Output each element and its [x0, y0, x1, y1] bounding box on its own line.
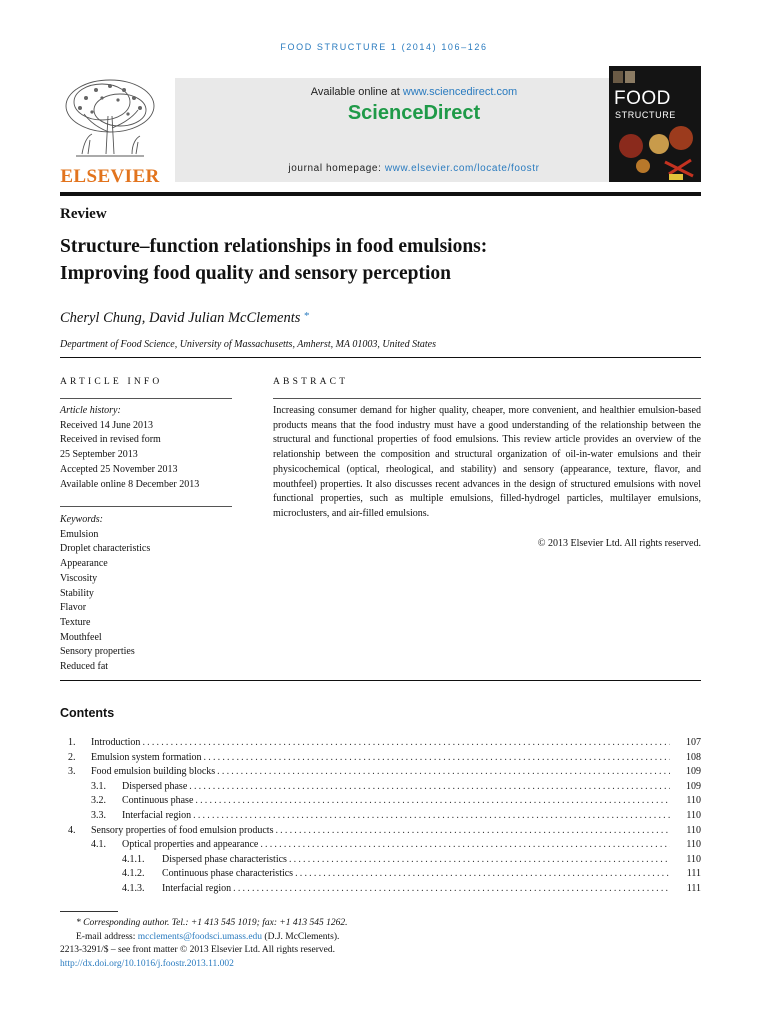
email-note: [60, 931, 701, 945]
toc-item[interactable]: [60, 825, 701, 840]
issn-note: 2213-3291/$ – see front matter © 2013 Elsevier Ltd. All rights reserved.: [60, 945, 336, 956]
corresponding-author-note: * Corresponding author. Tel.: +1 413 545 1019; fax: +1 413 545 1262.: [76, 918, 348, 928]
journal-cover[interactable]: [609, 66, 701, 182]
history-online: Available online 8 December 2013: [60, 478, 200, 490]
keyword: Reduced fat: [60, 661, 109, 673]
available-prefix: Available online at: [310, 86, 400, 98]
keyword: Texture: [60, 616, 91, 628]
affiliation-rule: [60, 357, 701, 358]
history-revised: Received in revised form: [60, 434, 161, 446]
toc-number: 4.: [68, 824, 76, 836]
article-info-heading: ARTICLE INFO: [60, 377, 163, 387]
cover-title: FOOD: [614, 88, 671, 109]
elsevier-tree-icon: [62, 76, 158, 162]
homepage-prefix: journal homepage:: [288, 163, 382, 174]
table-of-contents: [60, 737, 701, 898]
toc-page: 110: [686, 839, 701, 851]
title-line-1: Structure–function relationships in food emulsions:: [60, 236, 488, 257]
abstract-copyright: © 2013 Elsevier Ltd. All rights reserved.: [537, 538, 701, 549]
toc-leader: [189, 781, 670, 792]
toc-label: Dispersed phase: [122, 780, 188, 792]
toc-label: Interfacial region: [162, 882, 232, 894]
toc-item[interactable]: [60, 766, 701, 781]
toc-page: 110: [686, 795, 701, 807]
article-type: Review: [60, 206, 107, 222]
sciencedirect-logo[interactable]: ScienceDirect: [347, 102, 481, 124]
keyword: Droplet characteristics: [60, 543, 151, 555]
toc-page: 107: [686, 737, 701, 748]
toc-leader: [275, 825, 670, 836]
toc-label: Continuous phase characteristics: [162, 868, 294, 880]
toc-item[interactable]: [60, 868, 701, 883]
toc-label: Introduction: [91, 737, 141, 748]
masthead: [60, 66, 701, 187]
sciencedirect-link[interactable]: www.sciencedirect.com: [402, 86, 518, 98]
toc-leader: [142, 737, 670, 748]
toc-item[interactable]: [60, 810, 701, 825]
toc-number: 3.2.: [91, 795, 106, 807]
email-link[interactable]: mcclements@foodsci.umass.edu: [137, 931, 263, 942]
header-rule: [60, 192, 701, 196]
elsevier-wordmark: ELSEVIER: [60, 166, 160, 187]
toc-label: Optical properties and appearance: [122, 839, 259, 851]
article-title: [60, 233, 701, 287]
footnote-rule: [60, 911, 118, 912]
footnotes: [60, 917, 701, 971]
email-suffix: (D.J. McClements).: [264, 931, 340, 942]
toc-page: 109: [686, 780, 701, 792]
toc-number: 4.1.1.: [122, 853, 145, 865]
history-label: Article history:: [60, 405, 121, 416]
keyword: Stability: [60, 587, 94, 599]
authors: [60, 310, 310, 327]
elsevier-logo[interactable]: [60, 76, 160, 186]
contents-heading: Contents: [60, 706, 115, 720]
corresponding-author-mark[interactable]: *: [304, 310, 310, 322]
toc-item[interactable]: [60, 781, 701, 796]
keyword: Sensory properties: [60, 646, 135, 658]
toc-number: 2.: [68, 751, 76, 763]
toc-label: Food emulsion building blocks: [91, 766, 216, 778]
cover-art-icon: [609, 66, 701, 182]
toc-page: 109: [686, 766, 701, 778]
keywords-rule: [60, 506, 232, 507]
journal-homepage-link[interactable]: www.elsevier.com/locate/foostr: [384, 163, 540, 174]
article-history: [60, 404, 232, 492]
keywords-label: Keywords:: [60, 514, 103, 525]
affiliation: Department of Food Science, University of Massachusetts, Amherst, MA 01003, United States: [60, 339, 436, 350]
author-names: Cheryl Chung, David Julian McClements: [60, 310, 301, 326]
toc-label: Continuous phase: [122, 795, 194, 807]
toc-page: 110: [686, 853, 701, 865]
keyword: Viscosity: [60, 572, 98, 584]
toc-item[interactable]: [60, 854, 701, 869]
cover-subtitle: STRUCTURE: [615, 110, 676, 120]
keyword: Appearance: [60, 558, 108, 570]
toc-leader: [193, 810, 670, 821]
history-accepted: Accepted 25 November 2013: [60, 463, 178, 475]
toc-number: 4.1.: [91, 839, 106, 851]
history-revised-date: 25 September 2013: [60, 449, 138, 461]
article-info-rule: [60, 398, 232, 399]
doi-link[interactable]: http://dx.doi.org/10.1016/j.foostr.2013.11.002: [60, 958, 234, 969]
toc-number: 3.3.: [91, 809, 106, 821]
toc-leader: [233, 883, 670, 894]
toc-item[interactable]: [60, 737, 701, 752]
toc-item[interactable]: [60, 795, 701, 810]
toc-label: Dispersed phase characteristics: [162, 853, 287, 865]
journal-homepage: [175, 163, 653, 174]
toc-item[interactable]: [60, 883, 701, 898]
email-prefix: E-mail address:: [76, 931, 136, 942]
toc-item[interactable]: [60, 839, 701, 854]
toc-leader: [289, 854, 670, 865]
toc-number: 3.: [68, 766, 76, 778]
abstract-bottom-rule: [60, 680, 701, 681]
toc-leader: [260, 839, 670, 850]
toc-leader: [204, 752, 670, 763]
toc-number: 3.1.: [91, 780, 106, 792]
toc-leader: [295, 868, 670, 879]
toc-page: 111: [686, 882, 701, 894]
toc-label: Emulsion system formation: [91, 751, 202, 763]
abstract-text: Increasing consumer demand for higher quality, cheaper, more convenient, and healthier emulsion-based products means that the food industry must have a good understanding of the relationship between the structural and functional properties of food emulsions. This review article provides an overview of the relationship between the composition and structural organization of oil-in-water emulsions and their physicochemical (optical, rheological, and stability) and sensory (appearance, texture, flavor, and mouthfeel) properties. It also discusses recent advances in the design of structured emulsions with novel functional properties, such as multiple emulsions, filled-hydrogel particles, multilayer emulsions, microclusters, and air-filled emulsions.: [273, 405, 701, 519]
toc-page: 110: [686, 824, 701, 836]
toc-number: 1.: [68, 737, 76, 748]
toc-number: 4.1.2.: [122, 868, 145, 880]
toc-page: 108: [686, 751, 701, 763]
toc-item[interactable]: [60, 752, 701, 767]
toc-number: 4.1.3.: [122, 882, 145, 894]
abstract-heading: ABSTRACT: [273, 377, 349, 387]
history-received: Received 14 June 2013: [60, 419, 154, 431]
available-online: [175, 86, 653, 98]
toc-page: 110: [686, 809, 701, 821]
keyword: Emulsion: [60, 528, 99, 540]
toc-leader: [195, 795, 670, 806]
sciencedirect-banner: [175, 78, 653, 182]
title-line-2: Improving food quality and sensory perception: [60, 263, 451, 284]
keyword: Mouthfeel: [60, 631, 102, 643]
keyword: Flavor: [60, 602, 87, 614]
toc-label: Interfacial region: [122, 809, 192, 821]
keywords: [60, 513, 232, 675]
toc-page: 111: [686, 868, 701, 880]
journal-reference: FOOD STRUCTURE 1 (2014) 106–126: [280, 42, 488, 52]
abstract-rule: [273, 398, 701, 399]
toc-label: Sensory properties of food emulsion products: [91, 824, 274, 836]
toc-leader: [217, 766, 670, 777]
